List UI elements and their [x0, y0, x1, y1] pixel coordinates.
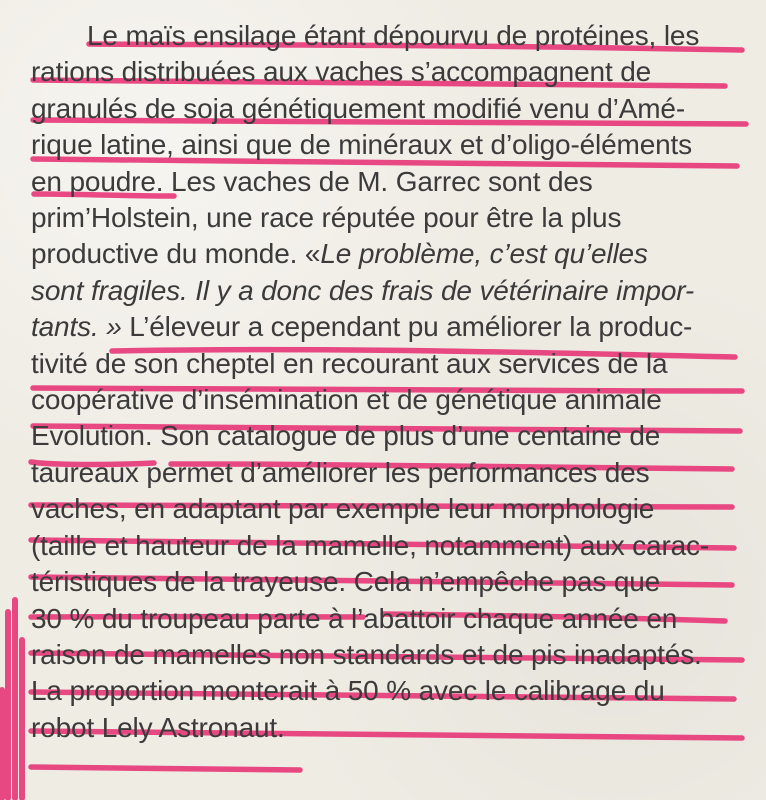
text-line-5: en poudre. Les vaches de M. Garrec sont des — [31, 165, 593, 197]
text-line-16: téristiques de la trayeuse. Cela n’empêche pas que — [31, 566, 661, 598]
text-line-6: prim’Holstein, une race réputée pour être la plus — [31, 202, 622, 234]
text-line-14: vaches, en adaptant par exemple leur morphologie — [31, 493, 655, 525]
text-line-10: tivité de son cheptel en recourant aux services de la — [31, 347, 668, 379]
text-line-7-normal: productive du monde. « — [31, 238, 321, 270]
text-line-19: La proportion monterait à 50 % avec le calibrage du — [31, 675, 665, 707]
text-line-2: rations distribuées aux vaches s’accompagnent de — [31, 56, 652, 88]
text-line-12: Evolution. Son catalogue de plus d’une centaine de — [31, 420, 661, 452]
text-line-9-normal: L’éleveur a cependant pu améliorer la produc- — [121, 311, 693, 343]
text-line-15: (taille et hauteur de la mamelle, notamment) aux carac- — [31, 529, 710, 561]
text-line-13: taureaux permet d’améliorer les performances des — [31, 456, 650, 488]
text-line-20: robot Lely Astronaut. — [31, 711, 285, 743]
article-text — [31, 18, 731, 746]
text-line-9 — [31, 309, 731, 345]
text-line-11: coopérative d’insémination et de génétique animale — [31, 384, 662, 416]
text-line-18: raison de mamelles non standards et de pis inadaptés. — [31, 638, 702, 670]
text-line-4: rique latine, ainsi que de minéraux et d’oligo-éléments — [31, 129, 693, 161]
text-line-7-italic: Le problème, c’est qu’elles — [320, 238, 648, 270]
text-line-17: 30 % du troupeau parte à l’abattoir chaque année en — [31, 602, 678, 634]
text-line-8: sont fragiles. Il y a donc des frais de vétérinaire impor- — [31, 274, 695, 306]
text-line-7 — [31, 236, 731, 272]
text-line-1: Le maïs ensilage étant dépourvu de protéines, les — [87, 20, 700, 51]
text-line-9-italic: tants. » — [31, 311, 122, 343]
text-line-3: granulés de soja génétiquement modifié venu d’Amé- — [31, 92, 686, 124]
